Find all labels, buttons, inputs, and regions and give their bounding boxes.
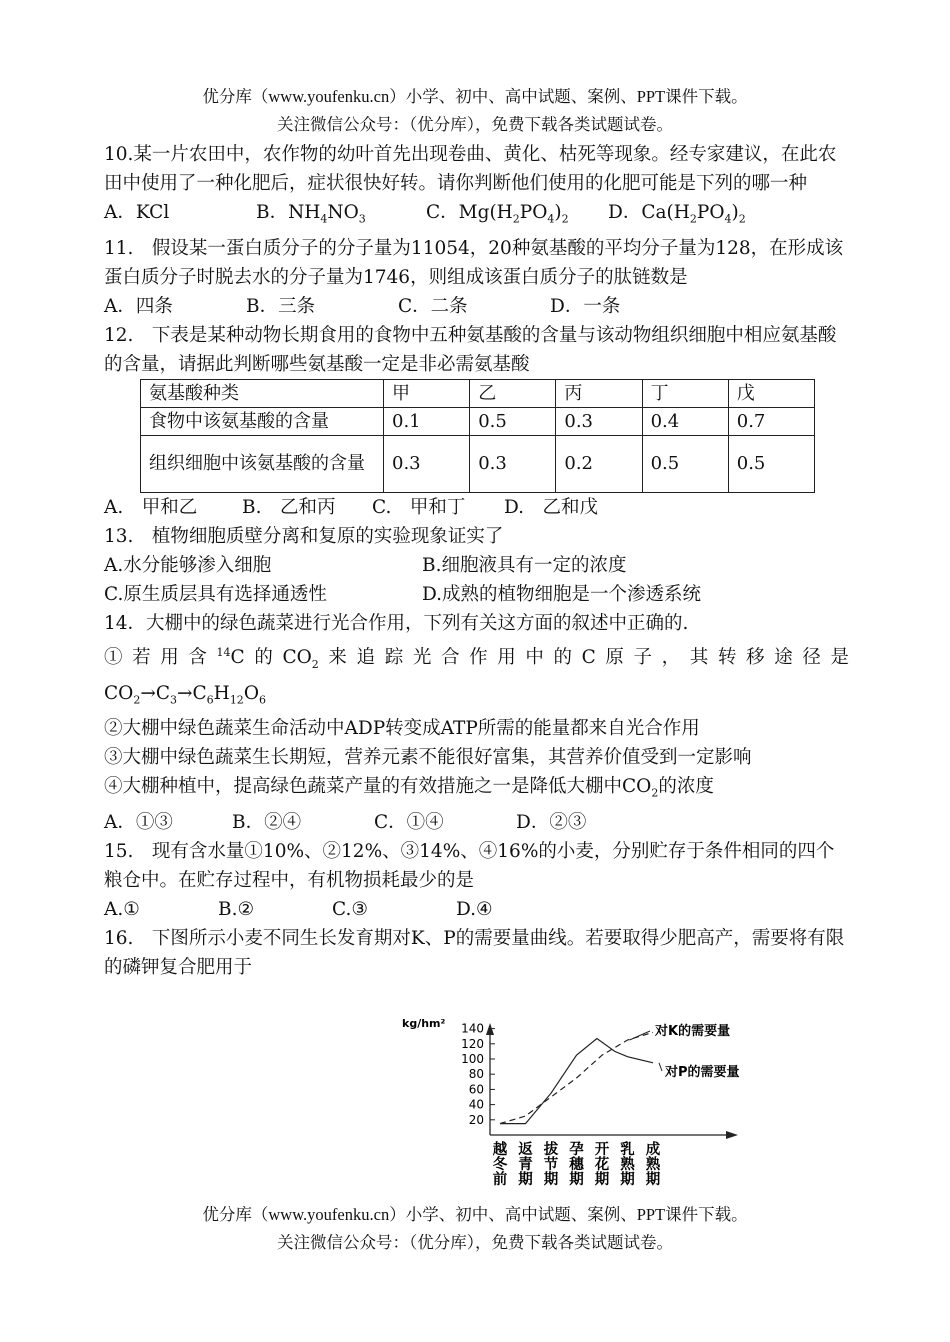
y-axis-label: kg/hm² [402, 1017, 446, 1030]
y-tick-label: 100 [461, 1052, 484, 1066]
x-tick-label: 孕 [569, 1142, 584, 1158]
y-tick-label: 40 [468, 1097, 484, 1112]
q15-stem: 15. 现有含水量①10%、②12%、③14%、④16%的小麦，分别贮存于条件相同的四个粮仓中。在贮存过程中，有机物损耗最少的是 [104, 840, 835, 891]
q12-option-a: A. 甲和乙 [104, 496, 198, 518]
q13-option-c: C.原生质层具有选择通透性 [104, 583, 327, 605]
footer-line-1: 优分库（www.youfenku.cn）小学、初中、高中试题、案例、PPT课件下载。 [202, 1205, 748, 1224]
x-tick-label: 熟 [620, 1157, 635, 1173]
x-tick-label: 越 [492, 1142, 508, 1158]
x-tick-label: 期 [518, 1172, 533, 1188]
x-tick-label: 节 [543, 1157, 559, 1173]
q11-options [104, 292, 849, 321]
q10-options [104, 198, 849, 234]
q11-option-d: D．一条 [550, 295, 621, 317]
q10-option-d: D．$Ca(H_2PO_4)_2$ [608, 202, 746, 226]
q13-options-row1 [104, 551, 849, 580]
q14-statement-3: ③大棚中绿色蔬菜生长期短，营养元素不能很好富集，其营养价值受到一定影响 [104, 747, 752, 769]
x-tick-label: 返 [518, 1142, 533, 1158]
table-cell: 0.3 [470, 435, 556, 492]
q15-option-b: B.② [218, 898, 255, 920]
q14-statement-1: ①若用含$^{14}$C的$CO_2$来追踪光合作用中的C原子，其转移途径是 [104, 645, 849, 671]
table-cell: 0.5 [728, 435, 814, 492]
q11-option-c: C．二条 [398, 295, 468, 317]
q11-option-a: A．四条 [104, 295, 173, 317]
x-tick-label: 期 [620, 1172, 635, 1188]
q12-stem: 12. 下表是某种动物长期食用的食物中五种氨基酸的含量与该动物组织细胞中相应氨基酸的含量，请据此判断哪些氨基酸一定是非必需氨基酸 [104, 324, 837, 375]
q12-options [104, 493, 849, 522]
table-cell: 0.1 [384, 407, 470, 435]
question-content [104, 140, 849, 982]
series-k-label: 对K的需要量 [655, 1024, 731, 1039]
q13-option-b: B.细胞液具有一定的浓度 [422, 554, 627, 576]
y-tick-label: 60 [468, 1082, 484, 1097]
q11-option-b: B．三条 [246, 295, 316, 317]
series-k-line [500, 1032, 653, 1123]
y-tick-label: 140 [461, 1021, 484, 1036]
table-cell: 丁 [642, 379, 728, 407]
k-label-leader [630, 1031, 651, 1040]
header-line-2: 关注微信公众号：（优分库），免费下载各类试题试卷。 [277, 115, 673, 134]
table-cell: 0.3 [384, 435, 470, 492]
q11-stem: 11. 假设某一蛋白质分子的分子量为11054，20种氨基酸的平均分子量为128，在形成该蛋白质分子时脱去水的分子量为1746，则组成该蛋白质分子的肽链数是 [104, 237, 844, 288]
x-tick-label: 冬 [492, 1157, 508, 1173]
table-cell: 乙 [470, 379, 556, 407]
header-line-1: 优分库（www.youfenku.cn）小学、初中、高中试题、案例、PPT课件下载。 [202, 87, 748, 106]
x-tick-label: 期 [645, 1172, 661, 1188]
x-tick-label: 开 [594, 1142, 610, 1158]
q14-stem: 14．大棚中的绿色蔬菜进行光合作用，下列有关这方面的叙述中正确的. [104, 612, 689, 634]
table-cell: 0.3 [556, 407, 642, 435]
q15-option-c: C.③ [332, 898, 368, 920]
q13-options-row2 [104, 580, 849, 609]
q12-option-b: B. 乙和丙 [242, 496, 336, 518]
y-tick-label: 80 [468, 1067, 484, 1082]
x-tick-label: 花 [594, 1157, 610, 1173]
table-row [141, 407, 815, 435]
x-tick-label: 青 [518, 1157, 533, 1173]
x-tick-label: 期 [569, 1172, 584, 1188]
table-cell: 0.5 [470, 407, 556, 435]
x-tick-label: 拔 [543, 1142, 559, 1158]
q15-option-d: D.④ [456, 898, 493, 920]
table-cell: 戊 [728, 379, 814, 407]
q14-statement-4: ④大棚种植中，提高绿色蔬菜产量的有效措施之一是降低大棚中$CO_2$的浓度 [104, 776, 714, 800]
q10-stem: 10.某一片农田中，农作物的幼叶首先出现卷曲、黄化、枯死等现象。经专家建议，在此农田中使用了一种化肥后，症状很快好转。请你判断他们使用的化肥可能是下列的哪一种 [104, 144, 837, 194]
q12-option-d: D. 乙和戊 [504, 496, 599, 518]
q14-options [104, 808, 849, 837]
table-cell: 0.7 [728, 407, 814, 435]
q10-option-b: B．$NH_4NO_3$ [256, 202, 366, 226]
y-tick-label: 120 [461, 1036, 484, 1051]
q14-option-a: A．①③ [104, 811, 173, 833]
q14-statement-1-path: $CO_2\to C_3\to C_6H_{12}O_6$ [104, 682, 266, 707]
q14-option-b: B．②④ [232, 811, 302, 833]
x-tick-label: 期 [594, 1172, 610, 1188]
x-axis-arrow [726, 1131, 738, 1139]
x-tick-label: 熟 [645, 1157, 661, 1173]
table-row [141, 435, 815, 492]
table-cell: 氨基酸种类 [141, 379, 384, 407]
amino-acid-table [140, 379, 815, 493]
q10-option-c: C．$Mg(H_2PO_4)_2$ [426, 202, 569, 226]
x-tick-label: 期 [543, 1172, 559, 1188]
chart-axes [486, 1023, 738, 1139]
q15-option-a: A.① [104, 898, 140, 920]
x-tick-label: 前 [492, 1172, 508, 1188]
q12-option-c: C. 甲和丁 [372, 496, 466, 518]
k-p-demand-chart [400, 1005, 800, 1195]
table-cell: 甲 [384, 379, 470, 407]
footer-line-2: 关注微信公众号：（优分库），免费下载各类试题试卷。 [277, 1233, 673, 1252]
q10-option-a: A．KCl [104, 202, 170, 223]
series-p-label: 对P的需要量 [665, 1065, 740, 1080]
table-cell: 组织细胞中该氨基酸的含量 [141, 435, 384, 492]
q15-options [104, 895, 849, 924]
q13-option-a: A.水分能够渗入细胞 [104, 554, 272, 576]
table-cell: 0.2 [556, 435, 642, 492]
table-cell: 丙 [556, 379, 642, 407]
q14-option-d: D．②③ [516, 811, 587, 833]
series-p-line [500, 1038, 653, 1123]
p-label-leader [659, 1063, 662, 1071]
y-tick-label: 20 [468, 1112, 484, 1127]
x-tick-label: 乳 [620, 1142, 635, 1158]
q13-stem: 13. 植物细胞质壁分离和复原的实验现象证实了 [104, 525, 504, 547]
x-tick-label: 成 [645, 1142, 661, 1158]
table-row [141, 379, 815, 407]
q13-option-d: D.成熟的植物细胞是一个渗透系统 [422, 583, 702, 605]
table-cell: 0.4 [642, 407, 728, 435]
table-cell: 食物中该氨基酸的含量 [141, 407, 384, 435]
x-tick-label: 穗 [569, 1157, 584, 1173]
q14-statement-2: ②大棚中绿色蔬菜生命活动中ADP转变成ATP所需的能量都来自光合作用 [104, 718, 700, 740]
table-cell: 0.5 [642, 435, 728, 492]
q14-option-c: C．①④ [374, 811, 444, 833]
q16-stem: 16. 下图所示小麦不同生长发育期对K、P的需要量曲线。若要取得少肥高产，需要将有限的磷钾复合肥用于 [104, 927, 845, 978]
